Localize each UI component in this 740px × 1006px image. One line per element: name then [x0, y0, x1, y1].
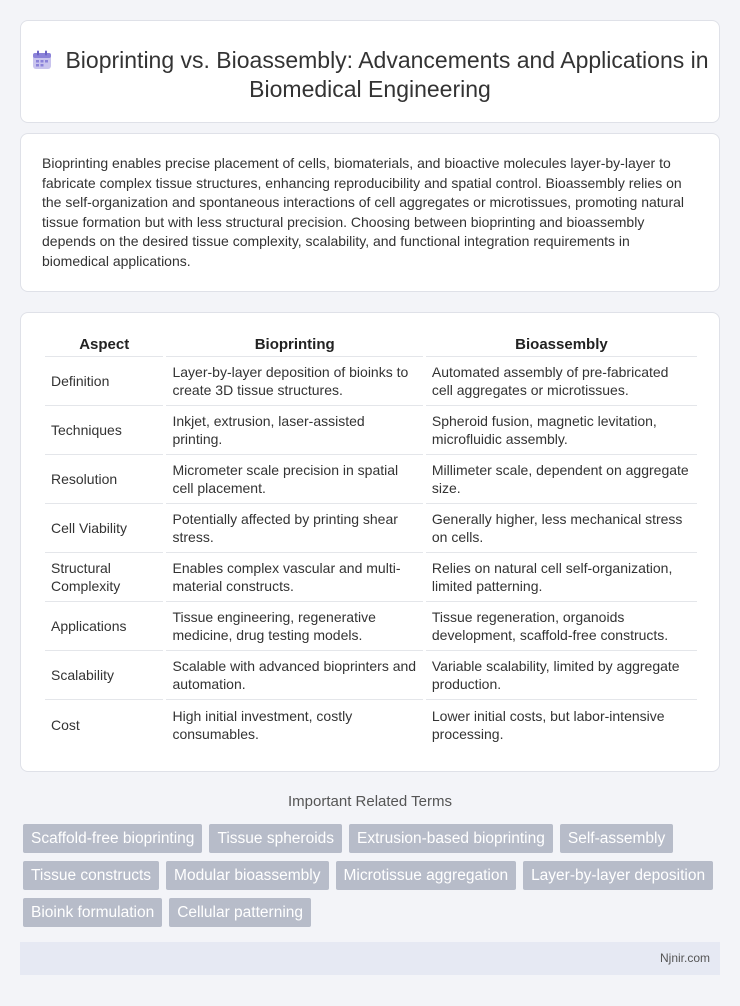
cell-aspect: Applications [45, 602, 163, 651]
cell-bioassembly: Generally higher, less mechanical stress on cells. [426, 504, 697, 553]
term-tag[interactable]: Tissue constructs [23, 861, 159, 890]
cell-bioprinting: Scalable with advanced bioprinters and automation. [166, 651, 422, 700]
intro-paragraph: Bioprinting enables precise placement of cells, biomaterials, and bioactive molecules layer-by-layer to fabricate complex tissue structures, enhancing reproducibility and spatial control. Bioassembly relies on the self-organization and spontaneous interactions of cell aggregates or microtissues, promoting natural tissue formation but with less structural precision. Choosing between bioprinting and bioassembly depends on the desired tissue complexity, scalability, and functional integration requirements in biomedical applications. [42, 155, 685, 269]
cell-aspect: Cell Viability [45, 504, 163, 553]
cell-bioprinting: Micrometer scale precision in spatial cell placement. [166, 455, 422, 504]
cell-aspect: Techniques [45, 406, 163, 455]
term-tag[interactable]: Microtissue aggregation [336, 861, 517, 890]
cell-bioprinting: Layer-by-layer deposition of bioinks to create 3D tissue structures. [166, 357, 422, 406]
related-terms-list [23, 824, 723, 927]
cell-bioprinting: Tissue engineering, regenerative medicine, drug testing models. [166, 602, 422, 651]
title-card [20, 20, 720, 123]
footer-site-link[interactable]: Njnir.com [659, 951, 710, 965]
header-aspect: Aspect [45, 333, 163, 357]
table-row [45, 504, 697, 553]
cell-aspect: Cost [51, 716, 80, 733]
header-bioprinting: Bioprinting [166, 333, 422, 357]
cell-bioprinting: Enables complex vascular and multi-material constructs. [166, 553, 422, 602]
cell-bioassembly: Relies on natural cell self-organization, limited patterning. [426, 553, 697, 602]
cell-bioprinting: High initial investment, costly consumables. [172, 707, 353, 742]
page-title [21, 46, 719, 104]
table-row [45, 602, 697, 651]
term-tag[interactable]: Bioink formulation [23, 898, 162, 927]
term-tag[interactable]: Extrusion-based bioprinting [349, 824, 553, 853]
comparison-card [20, 312, 720, 772]
cell-bioprinting: Inkjet, extrusion, laser-assisted printing. [166, 406, 422, 455]
cell-bioassembly: Automated assembly of pre-fabricated cell aggregates or microtissues. [426, 357, 697, 406]
cell-bioassembly: Millimeter scale, dependent on aggregate size. [426, 455, 697, 504]
header-bioassembly: Bioassembly [426, 333, 697, 357]
table-row [45, 651, 697, 700]
term-tag[interactable]: Modular bioassembly [166, 861, 328, 890]
table-row [45, 455, 697, 504]
cell-aspect: Resolution [45, 455, 163, 504]
cell-bioassembly: Tissue regeneration, organoids development, scaffold-free constructs. [426, 602, 697, 651]
cell-aspect: Scalability [45, 651, 163, 700]
term-tag[interactable]: Scaffold-free bioprinting [23, 824, 202, 853]
term-tag[interactable]: Cellular patterning [169, 898, 311, 927]
cell-bioassembly: Lower initial costs, but labor-intensive processing. [431, 707, 665, 742]
related-terms-heading: Important Related Terms [288, 793, 452, 810]
comparison-table [42, 333, 700, 749]
cell-bioprinting: Potentially affected by printing shear stress. [166, 504, 422, 553]
table-row [45, 700, 697, 749]
footer [20, 942, 720, 975]
table-row [45, 553, 697, 602]
term-tag[interactable]: Tissue spheroids [209, 824, 342, 853]
cell-bioassembly: Variable scalability, limited by aggregate production. [426, 651, 697, 700]
term-tag[interactable]: Self-assembly [560, 824, 673, 853]
page-title-text: Bioprinting vs. Bioassembly: Advancements and Applications in Biomedical Engineering [65, 47, 709, 102]
table-row [45, 357, 697, 406]
table-row [45, 406, 697, 455]
cell-bioassembly: Spheroid fusion, magnetic levitation, microfluidic assembly. [426, 406, 697, 455]
intro-card [20, 133, 720, 292]
calendar-icon [31, 49, 53, 71]
table-header-row [45, 333, 697, 357]
cell-aspect: Definition [45, 357, 163, 406]
cell-aspect: Structural Complexity [45, 553, 163, 602]
term-tag[interactable]: Layer-by-layer deposition [523, 861, 713, 890]
